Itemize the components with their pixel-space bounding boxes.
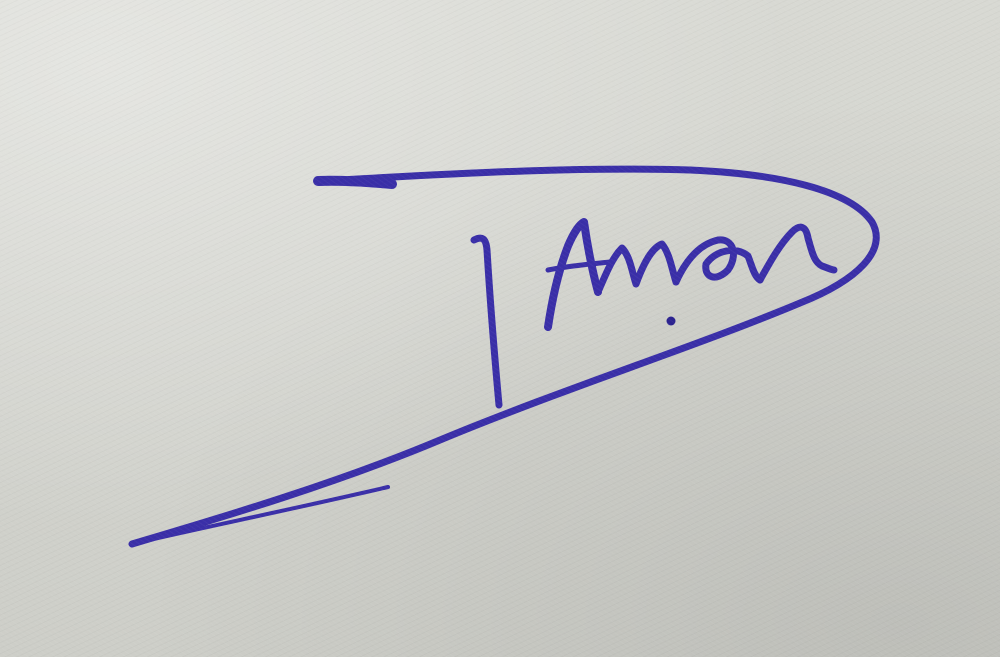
signature-letter-a2 [676,240,760,282]
signature-d-top-start [318,181,392,184]
signature-dot [667,317,676,326]
signature-letter-a1 [548,222,598,327]
signature-d-loop-stroke [132,169,876,544]
signature-letter-a1-bar [548,262,610,270]
signature-d-stem [474,238,499,405]
signature-tail-flick [132,487,388,544]
signature-letter-m [598,244,676,292]
signature-letter-n [760,227,834,280]
